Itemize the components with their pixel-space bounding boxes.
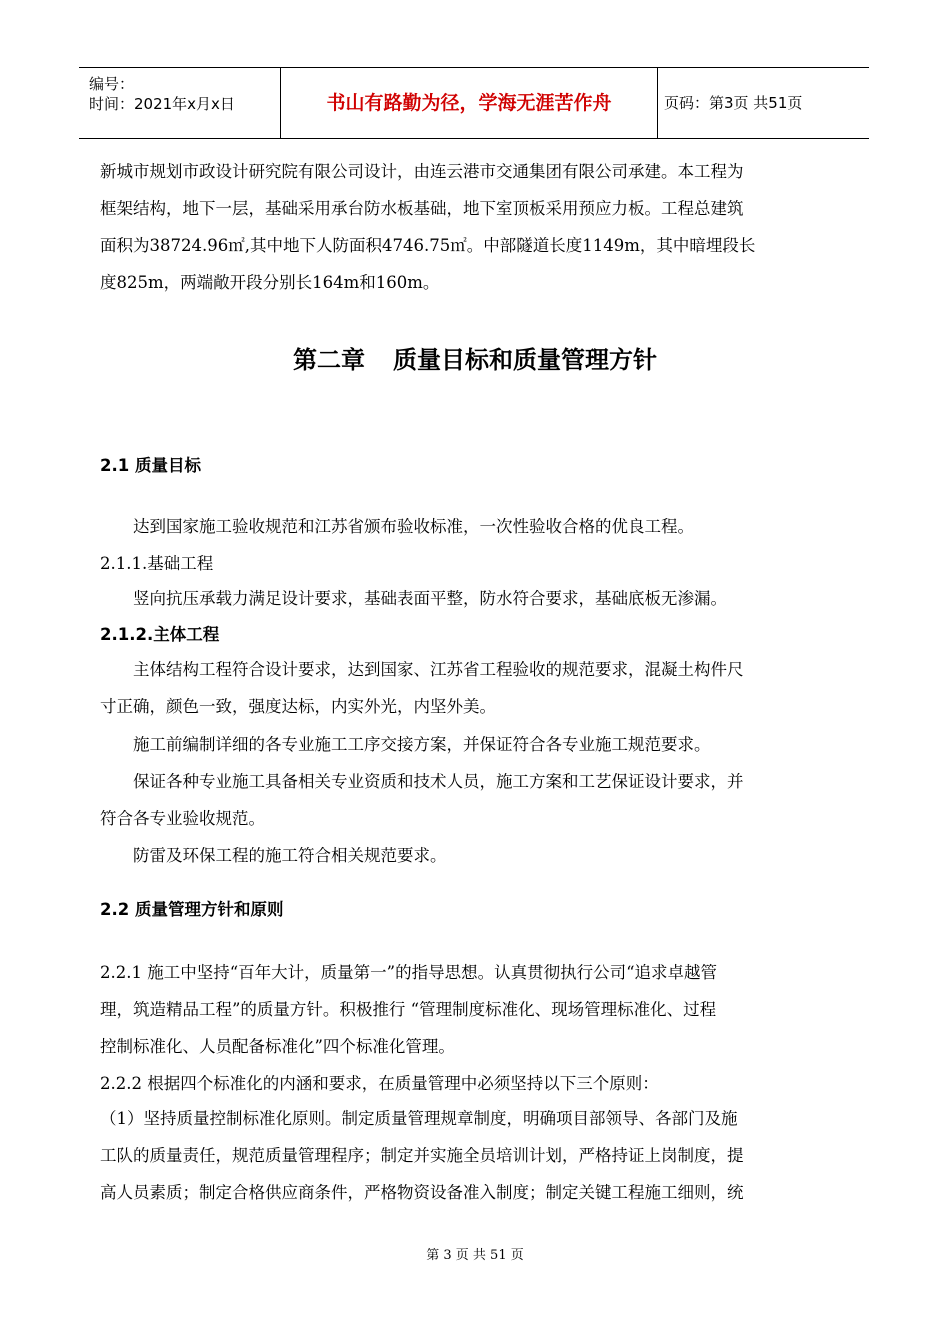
paragraph-line: 工队的质量责任，规范质量管理程序；制定并实施全员培训计划，严格持证上岗制度，提 <box>100 1146 744 1165</box>
paragraph: 2.2.2 根据四个标准化的内涵和要求，在质量管理中必须坚持以下三个原则： <box>100 1074 659 1093</box>
section-heading: 2.1 质量目标 <box>100 456 201 475</box>
paragraph-line: 符合各专业验收规范。 <box>100 809 265 828</box>
intro-line: 面积为38724.96㎡,其中地下人防面积4746.75㎡。中部隧道长度1149m，其中暗埋段长 <box>100 236 756 255</box>
paragraph: 施工前编制详细的各专业施工工序交接方案，并保证符合各专业施工规范要求。 <box>133 735 711 754</box>
intro-line: 度825m，两端敞开段分别长164m和160m。 <box>100 273 440 292</box>
section-heading: 2.2 质量管理方针和原则 <box>100 900 284 919</box>
paragraph-line: 控制标准化、人员配备标准化”四个标准化管理。 <box>100 1037 455 1056</box>
paragraph-line: 高人员素质；制定合格供应商条件，严格物资设备准入制度；制定关键工程施工细则，统 <box>100 1183 744 1202</box>
chapter-name: 质量目标和质量管理方针 <box>393 346 657 374</box>
header-motto: 书山有路勤为径，学海无涯苦作舟 <box>281 68 658 138</box>
paragraph: 保证各种专业施工具备相关专业资质和技术人员，施工方案和工艺保证设计要求，并 <box>133 772 744 791</box>
paragraph: 主体结构工程符合设计要求，达到国家、江苏省工程验收的规范要求，混凝土构件尺 <box>133 660 744 679</box>
paragraph: 2.2.1 施工中坚持“百年大计，质量第一”的指导思想。认真贯彻执行公司“追求卓越管 <box>100 963 718 982</box>
paragraph: （1）坚持质量控制标准化原则。制定质量管理规章制度，明确项目部领导、各部门及施 <box>100 1109 738 1128</box>
page-header <box>79 67 869 139</box>
subsection-heading: 2.1.1.基础工程 <box>100 554 214 573</box>
intro-line: 新城市规划市政设计研究院有限公司设计，由连云港市交通集团有限公司承建。本工程为 <box>100 162 744 181</box>
paragraph-line: 理，筑造精品工程”的质量方针。积极推行 “管理制度标准化、现场管理标准化、过程 <box>100 1000 717 1019</box>
chapter-title <box>100 340 850 380</box>
paragraph: 竖向抗压承载力满足设计要求，基础表面平整，防水符合要求，基础底板无渗漏。 <box>133 589 727 608</box>
page-footer: 第 3 页 共 51 页 <box>426 1248 524 1263</box>
header-time-label: 时间：2021年x月x日 <box>89 95 235 113</box>
header-meta <box>79 68 281 138</box>
paragraph: 防雷及环保工程的施工符合相关规范要求。 <box>133 846 447 865</box>
intro-line: 框架结构，地下一层，基础采用承台防水板基础，地下室顶板采用预应力板。工程总建筑 <box>100 199 744 218</box>
header-number-label: 编号： <box>89 75 135 93</box>
paragraph-line: 寸正确，颜色一致，强度达标，内实外光，内坚外美。 <box>100 697 496 716</box>
header-page-info: 页码：第3页 共51页 <box>664 94 803 112</box>
paragraph: 达到国家施工验收规范和江苏省颁布验收标准，一次性验收合格的优良工程。 <box>133 517 694 536</box>
subsection-heading: 2.1.2.主体工程 <box>100 625 220 644</box>
chapter-number: 第二章 <box>293 346 365 374</box>
